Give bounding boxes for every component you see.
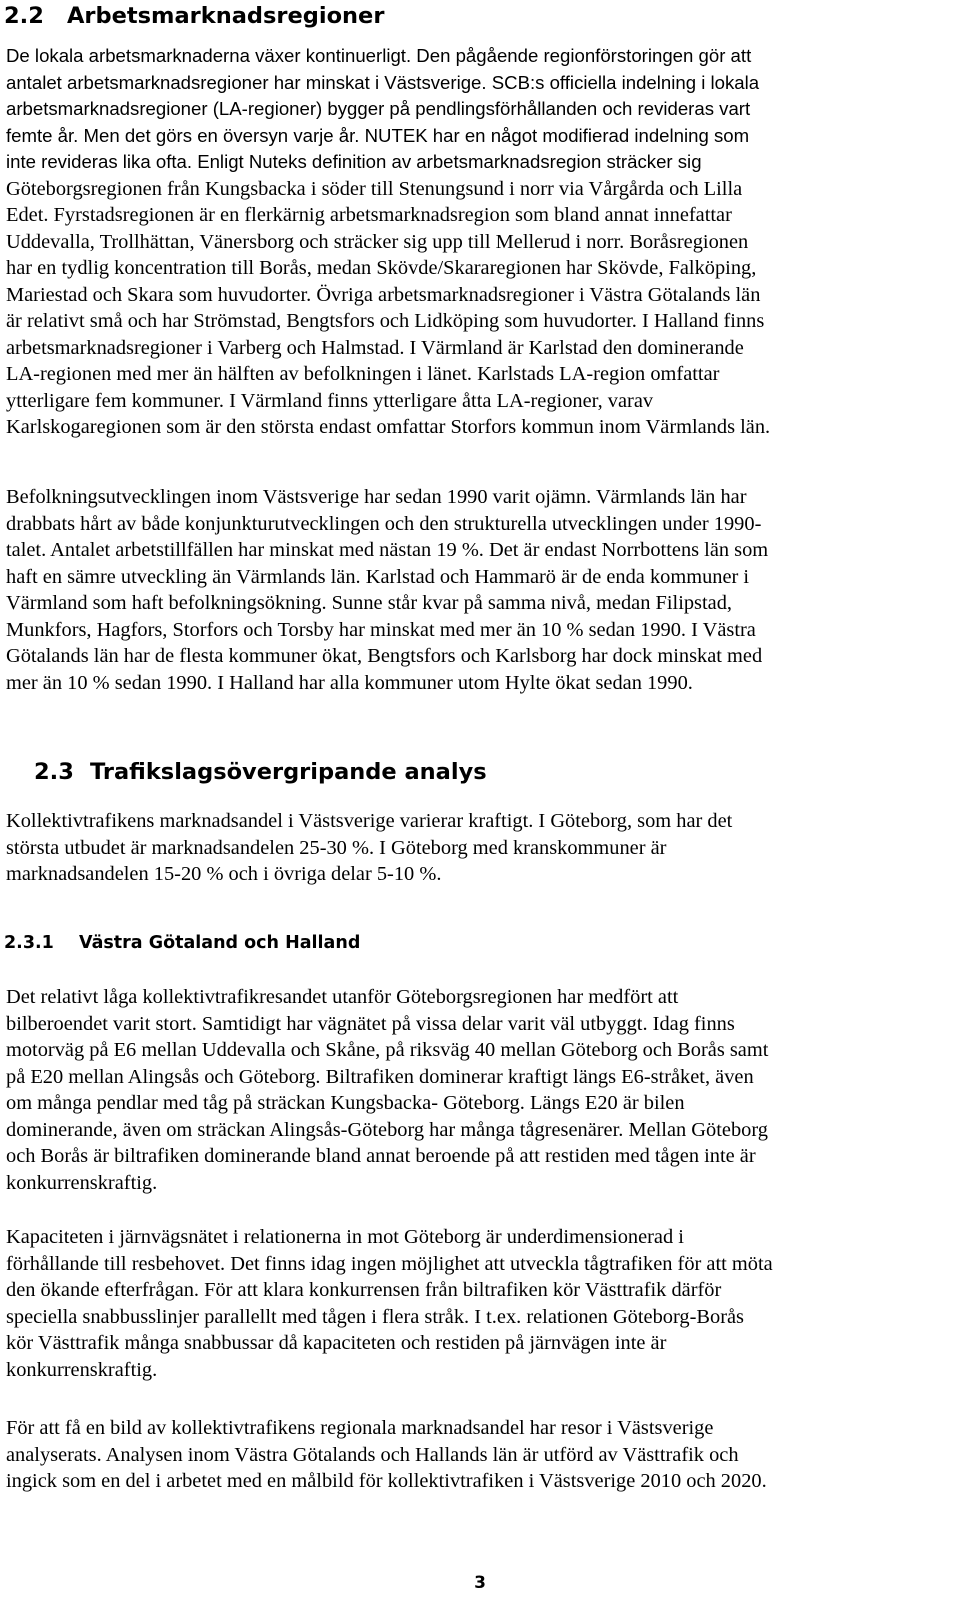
text-line: bilberoendet varit stort. Samtidigt har vägnätet på vissa delar varit väl utbyggt. Idag finns [6,1012,735,1035]
paragraph-befolkningsutveckling [6,484,954,696]
text-line: speciella snabbusslinjer parallellt med tågen i flera stråk. I t.ex. relationen Göteborg-Borås [6,1305,744,1328]
text-line: Det relativt låga kollektivtrafikresandet utanför Göteborgsregionen har medfört att [6,986,679,1008]
text-line: och Borås är biltrafiken dominerande bland annat beroende på att restiden med tågen inte är [6,1145,756,1167]
paragraph-arbetsmarknadsregioner [6,43,954,441]
paragraph-kapacitet [6,1224,954,1383]
text-line: konkurrenskraftig. [6,1358,158,1381]
paragraph-marknadsandel-analys [6,1415,954,1495]
section-number: 2.3.1 [4,933,54,953]
text-line: motorväg på E6 mellan Uddevalla och Skåne, på riksväg 40 mellan Göteborg och Borås samt [6,1039,769,1061]
text-line: Kapaciteten i järnvägsnätet i relationerna in mot Göteborg är underdimensionerad i [6,1226,684,1248]
section-heading-2-3-1 [4,932,360,954]
section-number: 2.2 [4,3,44,29]
text-line: på E20 mellan Alingsås och Göteborg. Biltrafiken dominerar kraftigt längs E6-stråket, även [6,1065,754,1088]
section-number: 2.3 [34,759,74,785]
text-line: antalet arbetsmarknadsregioner har minskat i Västsverige. SCB:s officiella indelning i lokala [6,71,760,93]
section-title: Arbetsmarknadsregioner [67,3,385,29]
text-line: Kollektivtrafikens marknadsandel i Västsverige varierar kraftigt. I Göteborg, som har det [6,810,733,832]
text-line: största utbudet är marknadsandelen 25-30 %. I Göteborg med kranskommuner är [6,836,667,859]
text-line: förhållande till resbehovet. Det finns idag ingen möjlighet att utveckla tågtrafiken för att möta [6,1252,773,1275]
section-title: Trafikslagsövergripande analys [90,759,487,785]
section-heading-2-3 [34,758,487,786]
text-line: kör Västtrafik många snabbussar då kapaciteten och restiden på järnvägen inte är [6,1332,667,1354]
text-line: femte år. Men det görs en översyn varje år. NUTEK har en något modifierad indelning som [6,124,750,146]
text-line: marknadsandelen 15-20 % och i övriga delar 5-10 %. [6,863,442,885]
text-line: har en tydlig koncentration till Borås, medan Skövde/Skararegionen har Skövde, Falköping, [6,257,757,279]
paragraph-marknadsandel [6,808,954,888]
page-number: 3 [474,1573,486,1593]
text-line: Uddevalla, Trollhättan, Vänersborg och sträcker sig upp till Mellerud i norr. Boråsregionen [6,230,749,253]
text-line: Karlskogaregionen som är den största endast omfattar Storfors kommun inom Värmlands län. [6,416,771,438]
text-line: talet. Antalet arbetstillfällen har minskat med nästan 19 %. Det är endast Norrbottens län som [6,539,769,561]
section-title: Västra Götaland och Halland [79,933,361,953]
text-line: arbetsmarknadsregioner i Varberg och Halmstad. I Värmland är Karlstad den dominerande [6,336,744,359]
paragraph-vastra-gotaland [6,984,954,1196]
text-line: är relativt små och har Strömstad, Bengtsfors och Lidköping som huvudorter. I Halland finns [6,310,765,332]
text-line: inte revideras lika ofta. Enligt Nuteks definition av arbetsmarknadsregion sträcker sig [6,151,702,172]
text-line: Mariestad och Skara som huvudorter. Övriga arbetsmarknadsregioner i Västra Götalands län [6,283,761,306]
text-line: ingick som en del i arbetet med en målbild för kollektivtrafiken i Västsverige 2010 och 2020. [6,1470,767,1492]
text-line: ytterligare fem kommuner. I Värmland finns ytterligare åtta LA-regioner, varav [6,389,654,412]
text-line: Värmland som haft befolkningsökning. Sunne står kvar på samma nivå, medan Filipstad, [6,592,732,614]
text-line: Edet. Fyrstadsregionen är en flerkärnig arbetsmarknadsregion som bland annat innefattar [6,204,732,226]
text-line: om många pendlar med tåg på sträckan Kungsbacka- Göteborg. Längs E20 är bilen [6,1092,685,1114]
text-line: arbetsmarknadsregioner (LA-regioner) bygger på pendlingsförhållanden och revideras vart [6,98,751,119]
text-line: Befolkningsutvecklingen inom Västsverige har sedan 1990 varit ojämn. Värmlands län har [6,486,747,508]
text-line: För att få en bild av kollektivtrafikens regionala marknadsandel har resor i Västsverige [6,1417,714,1439]
text-line: LA-regionen med mer än hälften av befolkningen i länet. Karlstads LA-region omfattar [6,363,720,385]
text-line: Munkfors, Hagfors, Storfors och Torsby har minskat med mer än 10 % sedan 1990. I Västra [6,618,756,641]
text-line: Götalands län har de flesta kommuner ökat, Bengtsfors och Karlsborg har dock minskat med [6,645,763,667]
section-heading-2-2 [4,2,384,30]
text-line: den ökande efterfrågan. För att klara konkurrensen från biltrafiken kör Västtrafik därför [6,1279,722,1301]
text-line: mer än 10 % sedan 1990. I Halland har alla kommuner utom Hylte ökat sedan 1990. [6,671,693,694]
text-line: konkurrenskraftig. [6,1171,158,1194]
text-line: analyserats. Analysen inom Västra Götalands och Hallands län är utförd av Västtrafik och [6,1443,739,1466]
text-line: dominerande, även om sträckan Alingsås-Göteborg har många tågresenärer. Mellan Göteborg [6,1118,768,1141]
text-line: De lokala arbetsmarknaderna växer kontinuerligt. Den pågående regionförstoringen gör att [6,45,752,66]
text-line: Göteborgsregionen från Kungsbacka i söder till Stenungsund i norr via Vårgårda och Lilla [6,177,743,200]
text-line: drabbats hårt av både konjunkturutvecklingen och den strukturella utvecklingen under 1990- [6,512,762,535]
text-line: haft en sämre utveckling än Värmlands län. Karlstad och Hammarö är de enda kommuner i [6,565,750,588]
